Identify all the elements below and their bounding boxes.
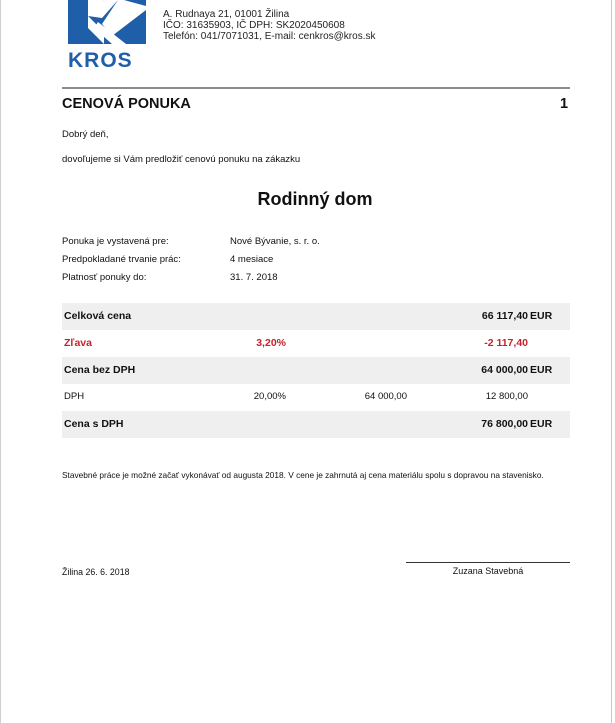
total-amount: 66 117,40 <box>481 310 528 322</box>
vat-amount: 12 800,00 <box>485 391 528 402</box>
net-label: Cena bez DPH <box>64 364 136 376</box>
total-currency: EUR <box>530 310 553 322</box>
vat-row <box>62 384 570 411</box>
info-value: 31. 7. 2018 <box>230 272 278 283</box>
discount-amount: -2 117,40 <box>484 337 528 349</box>
place-date: Žilina 26. 6. 2018 <box>62 567 130 577</box>
info-value: 4 mesiace <box>230 254 274 265</box>
page-edge <box>0 0 1 723</box>
net-row <box>62 357 570 384</box>
company-contact: Telefón: 041/7071031, E-mail: cenkros@kros.sk <box>163 31 376 42</box>
vat-percent: 20,00% <box>253 391 286 402</box>
document-title: CENOVÁ PONUKA <box>62 96 191 112</box>
document-number: 1 <box>560 96 569 112</box>
intro-text: dovoľujeme si Vám predložiť cenovú ponuku na zákazku <box>62 154 301 165</box>
logo-text: KROS <box>68 49 133 72</box>
company-address: A. Rudnaya 21, 01001 Žilina <box>163 9 290 20</box>
net-currency: EUR <box>530 364 553 376</box>
company-info <box>163 9 375 42</box>
info-label: Ponuka je vystavená pre: <box>62 236 169 247</box>
note-text: Stavebné práce je možné začať vykonávať od augusta 2018. V cene je zahrnutá aj cena materiálu spolu s dopravou na stavenisko. <box>62 470 544 480</box>
project-title: Rodinný dom <box>257 189 373 209</box>
net-amount: 64 000,00 <box>481 364 528 376</box>
signature-line <box>406 562 570 563</box>
header-divider <box>62 87 570 89</box>
totals-table <box>62 303 570 438</box>
discount-row <box>62 330 570 357</box>
discount-label: Zľava <box>64 337 92 349</box>
discount-percent: 3,20% <box>256 337 286 349</box>
info-label: Predpokladané trvanie prác: <box>62 254 181 265</box>
vat-label: DPH <box>64 391 85 402</box>
greeting: Dobrý deň, <box>62 129 109 140</box>
gross-currency: EUR <box>530 418 553 430</box>
vat-base: 64 000,00 <box>364 391 407 402</box>
info-label: Platnosť ponuky do: <box>62 272 147 283</box>
info-value: Nové Bývanie, s. r. o. <box>230 236 320 247</box>
total-label: Celková cena <box>64 310 132 322</box>
signer-name: Zuzana Stavebná <box>452 566 524 576</box>
gross-amount: 76 800,00 <box>481 418 528 430</box>
total-row <box>62 303 570 330</box>
company-ids: IČO: 31635903, IČ DPH: SK2020450608 <box>163 20 345 31</box>
gross-label: Cena s DPH <box>64 418 124 430</box>
gross-row <box>62 411 570 438</box>
